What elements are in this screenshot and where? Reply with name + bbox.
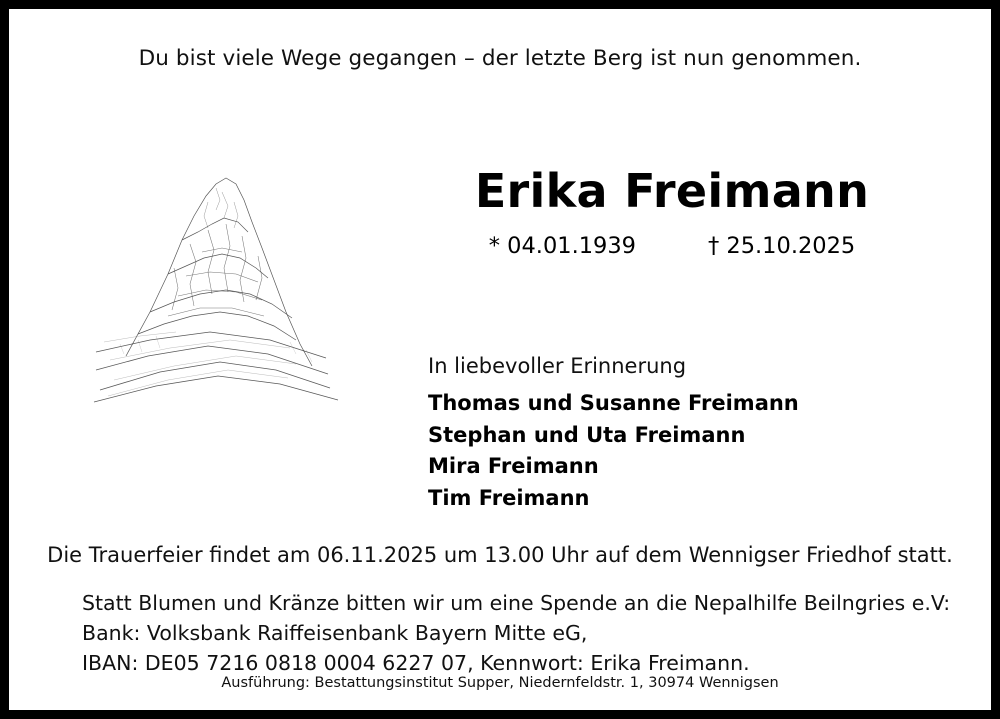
- ceremony-text: Die Trauerfeier findet am 06.11.2025 um 13.00 Uhr auf dem Wennigser Friedhof statt.: [47, 543, 953, 567]
- donation-line: Bank: Volksbank Raiffeisenbank Bayern Mitte eG,: [82, 621, 588, 645]
- motto-text: Du bist viele Wege gegangen – der letzte Berg ist nun genommen.: [138, 46, 862, 71]
- birth-date: * 04.01.1939: [488, 233, 636, 259]
- obituary-card-inner: [9, 9, 991, 710]
- donation-block: [82, 588, 962, 678]
- footer-text: Ausführung: Bestattungsinstitut Supper, Niedernfeldstr. 1, 30974 Wennigsen: [221, 675, 779, 691]
- mourner-name: Stephan und Uta Freimann: [428, 422, 746, 447]
- life-dates: [362, 233, 982, 259]
- mourner-name: Tim Freimann: [428, 485, 590, 510]
- deceased-name: Erika Freimann: [474, 164, 870, 218]
- donation-line: IBAN: DE05 7216 0818 0004 6227 07, Kennwort: Erika Freimann.: [82, 651, 750, 675]
- mountain-sketch-icon: [90, 144, 350, 407]
- memory-intro: In liebevoller Erinnerung: [428, 354, 687, 378]
- donation-line: Statt Blumen und Kränze bitten wir um eine Spende an die Nepalhilfe Beilngries e.V:: [82, 591, 951, 615]
- mourner-name: Mira Freimann: [428, 454, 599, 478]
- mourner-name: Thomas und Susanne Freimann: [428, 391, 799, 415]
- memory-block: [428, 354, 988, 514]
- death-date: † 25.10.2025: [708, 233, 856, 259]
